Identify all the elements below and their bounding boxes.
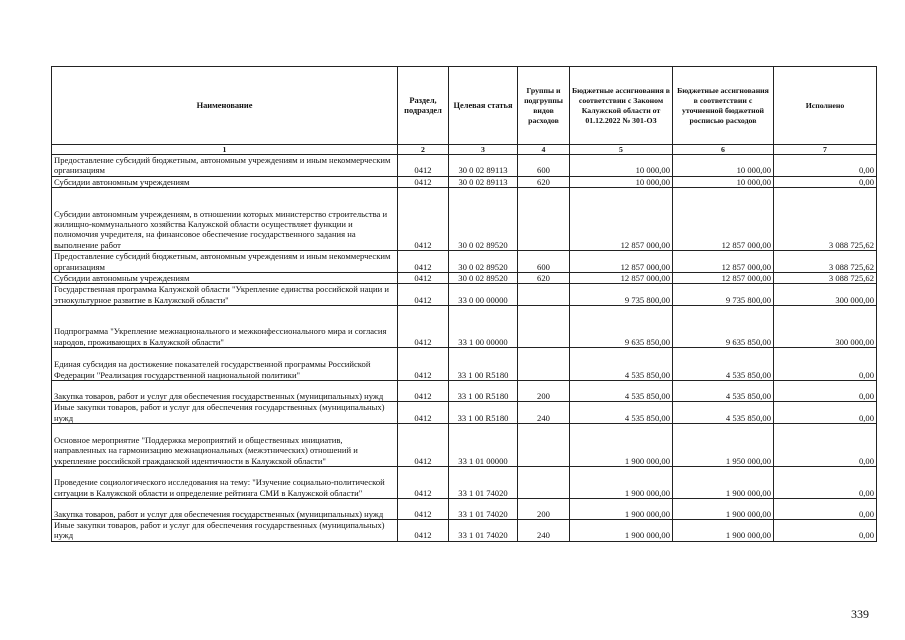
cell-groups (518, 188, 570, 251)
cell-updated: 10 000,00 (673, 155, 774, 177)
cell-target: 30 0 02 89520 (449, 273, 518, 284)
cell-name: Предоставление субсидий бюджетным, автономным учреждениям и иным некоммерческим организациям (52, 155, 398, 177)
cell-updated: 12 857 000,00 (673, 188, 774, 251)
cell-executed: 0,00 (774, 467, 877, 499)
cell-groups: 240 (518, 402, 570, 424)
cell-groups: 600 (518, 251, 570, 273)
cell-name: Иные закупки товаров, работ и услуг для обеспечения государственных (муниципальных) нужд (52, 402, 398, 424)
cell-section: 0412 (398, 273, 449, 284)
cell-target: 33 1 01 00000 (449, 424, 518, 467)
cell-executed: 3 088 725,62 (774, 188, 877, 251)
col-number-5: 5 (570, 145, 673, 155)
cell-updated: 12 857 000,00 (673, 273, 774, 284)
table-row (52, 188, 877, 251)
header-law: Бюджетные ассигнования в соответствии с Законом Калужской области от 01.12.2022 № 301-ОЗ (570, 67, 673, 145)
cell-groups (518, 306, 570, 348)
cell-section: 0412 (398, 348, 449, 381)
cell-section: 0412 (398, 251, 449, 273)
cell-law: 1 900 000,00 (570, 520, 673, 542)
cell-section: 0412 (398, 402, 449, 424)
cell-updated: 10 000,00 (673, 176, 774, 187)
cell-target: 33 1 00 R5180 (449, 402, 518, 424)
cell-executed: 3 088 725,62 (774, 251, 877, 273)
cell-updated: 1 900 000,00 (673, 520, 774, 542)
col-number-4: 4 (518, 145, 570, 155)
cell-executed: 0,00 (774, 381, 877, 402)
cell-executed: 3 088 725,62 (774, 273, 877, 284)
cell-executed: 0,00 (774, 520, 877, 542)
cell-groups: 600 (518, 155, 570, 177)
cell-target: 30 0 02 89520 (449, 251, 518, 273)
cell-updated: 4 535 850,00 (673, 381, 774, 402)
cell-name: Основное мероприятие "Поддержка мероприятий и общественных инициатив, направленных на гармонизацию межнациональных (межэтнических) отношений и укрепление российской гражданской идентичности в Калужской области" (52, 424, 398, 467)
cell-groups (518, 467, 570, 499)
cell-name: Субсидии автономным учреждениям, в отношении которых министерство строительства и жилищно-коммунального хозяйства Калужской области осуществляет функции и полномочия учредителя, на финансовое обеспечение государственного задания на выполнение работ (52, 188, 398, 251)
table-row (52, 251, 877, 273)
table-body (52, 155, 877, 542)
header-executed: Исполнено (774, 67, 877, 145)
cell-name: Предоставление субсидий бюджетным, автономным учреждениям и иным некоммерческим организациям (52, 251, 398, 273)
cell-name: Закупка товаров, работ и услуг для обеспечения государственных (муниципальных) нужд (52, 499, 398, 520)
cell-target: 33 1 01 74020 (449, 499, 518, 520)
cell-target: 33 1 01 74020 (449, 520, 518, 542)
col-number-2: 2 (398, 145, 449, 155)
cell-updated: 4 535 850,00 (673, 402, 774, 424)
cell-law: 4 535 850,00 (570, 402, 673, 424)
table-row (52, 520, 877, 542)
cell-section: 0412 (398, 284, 449, 306)
cell-executed: 0,00 (774, 155, 877, 177)
cell-groups (518, 348, 570, 381)
col-number-3: 3 (449, 145, 518, 155)
page-number: 339 (851, 607, 869, 621)
cell-target: 30 0 02 89113 (449, 155, 518, 177)
cell-name: Единая субсидия на достижение показателей государственной программы Российской Федерации "Реализация государственной национальной политики" (52, 348, 398, 381)
cell-groups: 200 (518, 381, 570, 402)
cell-section: 0412 (398, 306, 449, 348)
cell-law: 1 900 000,00 (570, 499, 673, 520)
cell-executed: 0,00 (774, 424, 877, 467)
cell-law: 4 535 850,00 (570, 381, 673, 402)
table-row (52, 424, 877, 467)
header-target: Целевая статья (449, 67, 518, 145)
cell-law: 9 735 800,00 (570, 284, 673, 306)
cell-law: 1 900 000,00 (570, 424, 673, 467)
table-row (52, 155, 877, 177)
cell-section: 0412 (398, 381, 449, 402)
table-row (52, 284, 877, 306)
cell-target: 33 1 00 00000 (449, 306, 518, 348)
cell-law: 10 000,00 (570, 155, 673, 177)
cell-law: 12 857 000,00 (570, 188, 673, 251)
cell-groups: 620 (518, 176, 570, 187)
cell-law: 12 857 000,00 (570, 273, 673, 284)
cell-law: 1 900 000,00 (570, 467, 673, 499)
cell-section: 0412 (398, 188, 449, 251)
cell-target: 33 1 01 74020 (449, 467, 518, 499)
cell-target: 33 1 00 R5180 (449, 381, 518, 402)
cell-executed: 300 000,00 (774, 284, 877, 306)
cell-name: Субсидии автономным учреждениям (52, 176, 398, 187)
table-row (52, 273, 877, 284)
cell-executed: 0,00 (774, 176, 877, 187)
cell-target: 30 0 02 89520 (449, 188, 518, 251)
cell-section: 0412 (398, 176, 449, 187)
cell-executed: 0,00 (774, 348, 877, 381)
cell-updated: 1 950 000,00 (673, 424, 774, 467)
cell-name: Государственная программа Калужской области "Укрепление единства российской нации и этнокультурное развитие в Калужской области" (52, 284, 398, 306)
cell-updated: 9 635 850,00 (673, 306, 774, 348)
cell-section: 0412 (398, 467, 449, 499)
header-name: Наименование (52, 67, 398, 145)
cell-updated: 4 535 850,00 (673, 348, 774, 381)
cell-groups (518, 424, 570, 467)
cell-updated: 9 735 800,00 (673, 284, 774, 306)
cell-executed: 0,00 (774, 402, 877, 424)
table-row (52, 348, 877, 381)
table-row (52, 306, 877, 348)
header-row (52, 67, 877, 145)
cell-section: 0412 (398, 520, 449, 542)
table-row (52, 381, 877, 402)
cell-executed: 0,00 (774, 499, 877, 520)
cell-law: 12 857 000,00 (570, 251, 673, 273)
table-row (52, 499, 877, 520)
cell-law: 4 535 850,00 (570, 348, 673, 381)
header-updated: Бюджетные ассигнования в соответствии с уточненной бюджетной росписью расходов (673, 67, 774, 145)
cell-updated: 1 900 000,00 (673, 499, 774, 520)
col-number-7: 7 (774, 145, 877, 155)
col-number-6: 6 (673, 145, 774, 155)
cell-law: 10 000,00 (570, 176, 673, 187)
table-row (52, 176, 877, 187)
cell-groups: 620 (518, 273, 570, 284)
cell-section: 0412 (398, 499, 449, 520)
column-number-row (52, 145, 877, 155)
cell-target: 30 0 02 89113 (449, 176, 518, 187)
table-row (52, 467, 877, 499)
table-row (52, 402, 877, 424)
cell-updated: 12 857 000,00 (673, 251, 774, 273)
col-number-1: 1 (52, 145, 398, 155)
cell-groups: 240 (518, 520, 570, 542)
budget-table (51, 66, 877, 542)
cell-name: Подпрограмма "Укрепление межнационального и межконфессионального мира и согласия народов, проживающих в Калужской области" (52, 306, 398, 348)
cell-name: Субсидии автономным учреждениям (52, 273, 398, 284)
cell-name: Проведение социологического исследования на тему: "Изучение социально-политической ситуации в Калужской области и определение рейтинга СМИ в Калужской области" (52, 467, 398, 499)
cell-groups: 200 (518, 499, 570, 520)
cell-section: 0412 (398, 155, 449, 177)
cell-target: 33 0 00 00000 (449, 284, 518, 306)
cell-law: 9 635 850,00 (570, 306, 673, 348)
cell-section: 0412 (398, 424, 449, 467)
cell-executed: 300 000,00 (774, 306, 877, 348)
cell-name: Иные закупки товаров, работ и услуг для обеспечения государственных (муниципальных) нужд (52, 520, 398, 542)
header-groups: Группы и подгруппы видов расходов (518, 67, 570, 145)
header-section: Раздел, подраздел (398, 67, 449, 145)
cell-updated: 1 900 000,00 (673, 467, 774, 499)
cell-groups (518, 284, 570, 306)
cell-target: 33 1 00 R5180 (449, 348, 518, 381)
cell-name: Закупка товаров, работ и услуг для обеспечения государственных (муниципальных) нужд (52, 381, 398, 402)
